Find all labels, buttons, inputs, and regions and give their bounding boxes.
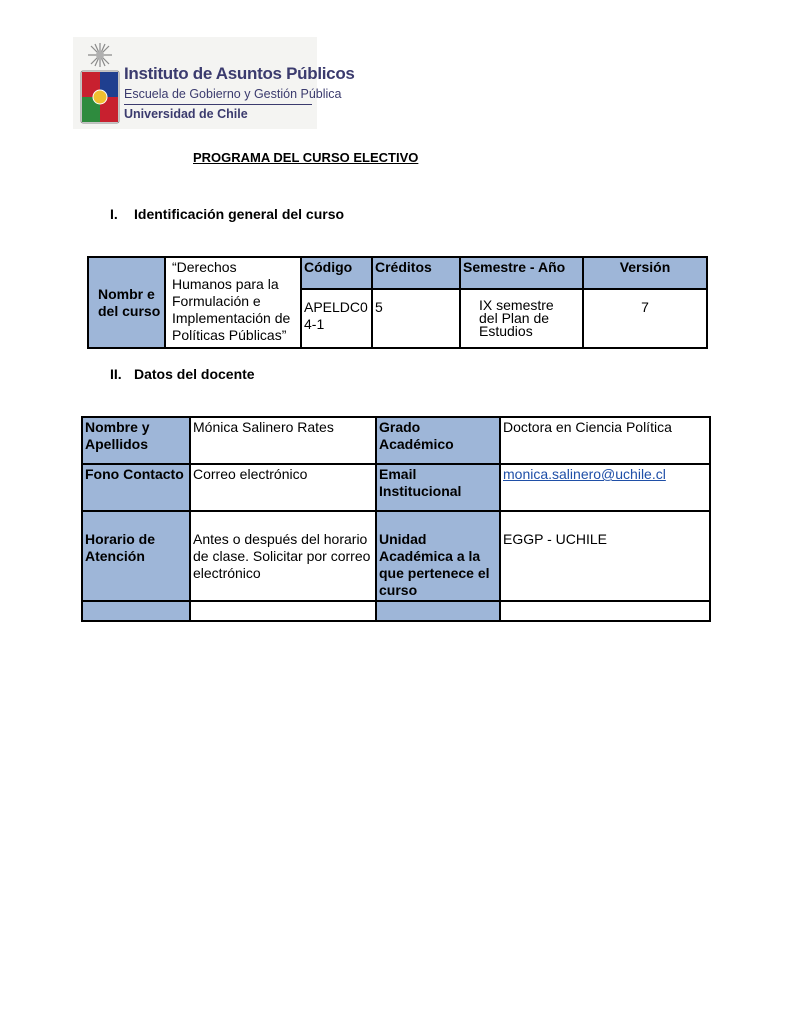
empty-cell	[82, 601, 190, 621]
empty-cell	[500, 601, 710, 621]
table-row	[82, 464, 710, 511]
code-value: APELDC0 4-1	[301, 289, 372, 348]
logo-university-name: Universidad de Chile	[124, 107, 248, 121]
university-emblem-icon	[79, 41, 121, 127]
logo-school-name: Escuela de Gobierno y Gestión Pública	[124, 87, 342, 101]
version-value: 7	[583, 289, 707, 348]
logo-institute-name: Instituto de Asuntos Públicos	[124, 64, 355, 83]
section-2-heading	[110, 366, 255, 382]
email-cell	[500, 464, 710, 511]
email-link[interactable]: monica.salinero@uchile.cl	[503, 466, 666, 482]
phone-label: Fono Contacto	[82, 464, 190, 511]
course-name-label: Nombr e del curso	[88, 257, 165, 348]
name-value: Mónica Salinero Rates	[190, 417, 376, 464]
name-label: Nombre y Apellidos	[82, 417, 190, 464]
semester-header: Semestre - Año	[460, 257, 583, 289]
table-row	[82, 417, 710, 464]
section-1-heading	[110, 206, 344, 222]
email-label: Email Institucional	[376, 464, 500, 511]
credits-value: 5	[372, 289, 460, 348]
section-1-number: I.	[110, 206, 118, 222]
phone-value: Correo electrónico	[190, 464, 376, 511]
credits-header: Créditos	[372, 257, 460, 289]
logo-divider	[124, 104, 312, 105]
section-2-number: II.	[110, 366, 122, 382]
document-title: PROGRAMA DEL CURSO ELECTIVO	[193, 150, 419, 165]
teacher-table	[81, 416, 711, 622]
unit-label: Unidad Académica a la que pertenece el curso	[376, 511, 500, 601]
degree-value: Doctora en Ciencia Política	[500, 417, 710, 464]
empty-cell	[190, 601, 376, 621]
table-row-empty	[82, 601, 710, 621]
version-header: Versión	[583, 257, 707, 289]
hours-value: Antes o después del horario de clase. Solicitar por correo electrónico	[190, 511, 376, 601]
course-table	[87, 256, 708, 349]
section-2-title: Datos del docente	[134, 366, 255, 382]
degree-label: Grado Académico	[376, 417, 500, 464]
semester-value: IX semestre del Plan de Estudios	[460, 289, 583, 348]
table-row	[82, 511, 710, 601]
hours-label: Horario de Atención	[82, 511, 190, 601]
code-header: Código	[301, 257, 372, 289]
course-name-value: “Derechos Humanos para la Formulación e Implementación de Políticas Públicas”	[165, 257, 301, 348]
unit-value: EGGP - UCHILE	[500, 511, 710, 601]
institution-logo	[73, 37, 355, 129]
empty-cell	[376, 601, 500, 621]
section-1-title: Identificación general del curso	[134, 206, 345, 222]
